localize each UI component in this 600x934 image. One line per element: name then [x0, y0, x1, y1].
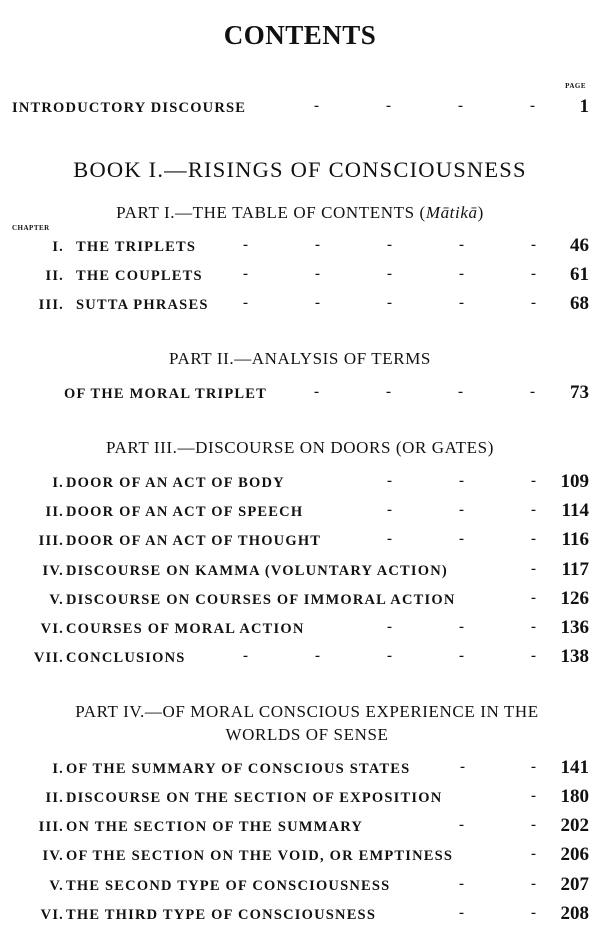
leader-dash: - [315, 295, 322, 311]
entry-page-number: 73 [570, 382, 589, 403]
entry-label: ON THE SECTION OF THE SUMMARY [66, 819, 364, 835]
toc-entry[interactable] [0, 471, 600, 495]
leader-dash: - [459, 531, 466, 547]
entry-label: THE THIRD TYPE OF CONSCIOUSNESS [66, 907, 377, 923]
chapter-number: II. [45, 504, 64, 520]
chapter-number: III. [38, 533, 64, 549]
leader-dash: - [459, 473, 466, 489]
leader-dash: - [531, 759, 538, 775]
chapter-number: II. [45, 790, 64, 806]
entry-label: OF THE SUMMARY OF CONSCIOUS STATES [66, 761, 411, 777]
leader-dash: - [243, 237, 250, 253]
leader-dash: - [243, 295, 250, 311]
entry-label: OF THE SECTION ON THE VOID, OR EMPTINESS [66, 848, 454, 864]
chapter-number: V. [49, 592, 64, 608]
chapter-number: I. [52, 475, 64, 491]
leader-dash: - [531, 531, 538, 547]
leader-dash: - [531, 619, 538, 635]
toc-entry[interactable] [0, 588, 600, 612]
chapter-number: V. [49, 878, 64, 894]
leader-dash: - [315, 266, 322, 282]
entry-label: COURSES OF MORAL ACTION [66, 621, 305, 637]
toc-entry[interactable] [0, 293, 600, 317]
entry-page-number: 114 [561, 500, 589, 521]
leader-dash: - [315, 648, 322, 664]
leader-dash: - [387, 648, 394, 664]
leader-dash: - [531, 473, 538, 489]
part-title-end: ) [477, 203, 484, 222]
entry-page-number: 109 [560, 471, 589, 492]
entry-page-number: 136 [560, 617, 589, 638]
entry-page-number: 1 [579, 96, 589, 117]
toc-entry[interactable] [0, 382, 600, 406]
entry-page-number: 141 [560, 757, 589, 778]
leader-dash: - [531, 876, 538, 892]
leader-dash: - [243, 648, 250, 664]
toc-entry[interactable] [0, 235, 600, 259]
part-title: PART I.—THE TABLE OF CONTENTS ( [116, 203, 426, 222]
chapter-number: III. [38, 819, 64, 835]
leader-dash: - [459, 619, 466, 635]
leader-dash: - [531, 788, 538, 804]
leader-dash: - [387, 531, 394, 547]
leader-dash: - [459, 876, 466, 892]
part-title-line-1: PART IV.—OF MORAL CONSCIOUS EXPERIENCE IN THE [75, 702, 539, 721]
leader-dash: - [531, 905, 538, 921]
part-heading-4 [22, 700, 592, 746]
toc-entry[interactable] [0, 786, 600, 810]
entry-page-number: 180 [560, 786, 589, 807]
leader-dash: - [387, 295, 394, 311]
entry-label: DISCOURSE ON COURSES OF IMMORAL ACTION [66, 592, 456, 608]
leader-dash: - [459, 905, 466, 921]
chapter-number: VII. [33, 650, 64, 666]
leader-dash: - [531, 561, 538, 577]
entry-page-number: 116 [561, 529, 589, 550]
leader-dash: - [459, 266, 466, 282]
entry-label: INTRODUCTORY DISCOURSE [12, 100, 247, 116]
page-column-header: PAGE [565, 82, 586, 90]
toc-entry[interactable] [0, 844, 600, 868]
leader-dash: - [531, 817, 538, 833]
entry-label: DOOR OF AN ACT OF BODY [66, 475, 285, 491]
leader-dash: - [459, 295, 466, 311]
leader-dash: - [386, 384, 393, 400]
leader-dash: - [459, 817, 466, 833]
chapter-column-header: CHAPTER [12, 224, 50, 232]
entry-label: DISCOURSE ON KAMMA (VOLUNTARY ACTION) [66, 563, 448, 579]
leader-dash: - [387, 266, 394, 282]
leader-dash: - [387, 237, 394, 253]
toc-entry[interactable] [0, 617, 600, 641]
leader-dash: - [387, 619, 394, 635]
chapter-number: VI. [40, 621, 64, 637]
chapter-number: I. [52, 239, 64, 255]
entry-page-number: 61 [570, 264, 589, 285]
leader-dash: - [531, 266, 538, 282]
toc-entry[interactable] [0, 264, 600, 288]
chapter-number: IV. [42, 563, 64, 579]
leader-dash: - [531, 590, 538, 606]
toc-entry[interactable] [0, 500, 600, 524]
leader-dash: - [531, 648, 538, 664]
leader-dash: - [531, 846, 538, 862]
book-heading: BOOK I.—RISINGS OF CONSCIOUSNESS [73, 157, 527, 182]
toc-entry[interactable] [0, 646, 600, 670]
leader-dash: - [531, 502, 538, 518]
chapter-number: II. [45, 268, 64, 284]
toc-entry[interactable] [0, 757, 600, 781]
leader-dash: - [458, 98, 465, 114]
toc-entry[interactable] [0, 559, 600, 583]
entry-page-number: 202 [560, 815, 589, 836]
entry-page-number: 207 [560, 874, 589, 895]
chapter-number: VI. [40, 907, 64, 923]
leader-dash: - [460, 759, 467, 775]
part-title-line-2: WORLDS OF SENSE [225, 725, 389, 744]
leader-dash: - [315, 237, 322, 253]
entry-label: CONCLUSIONS [66, 650, 186, 666]
entry-label: THE COUPLETS [76, 268, 203, 284]
leader-dash: - [459, 648, 466, 664]
entry-label: DOOR OF AN ACT OF THOUGHT [66, 533, 322, 549]
leader-dash: - [458, 384, 465, 400]
toc-entry-introductory-discourse[interactable] [0, 96, 600, 120]
leader-dash: - [459, 502, 466, 518]
entry-page-number: 208 [560, 903, 589, 924]
part-heading-2: PART II.—ANALYSIS OF TERMS [169, 349, 431, 368]
toc-entry[interactable] [0, 815, 600, 839]
leader-dash: - [386, 98, 393, 114]
leader-dash: - [530, 384, 537, 400]
entry-label: THE SECOND TYPE OF CONSCIOUSNESS [66, 878, 391, 894]
chapter-number: IV. [42, 848, 64, 864]
part-heading-1 [0, 203, 600, 223]
toc-entry[interactable] [0, 529, 600, 553]
leader-dash: - [314, 98, 321, 114]
entry-page-number: 126 [560, 588, 589, 609]
entry-page-number: 68 [570, 293, 589, 314]
entry-label: DOOR OF AN ACT OF SPEECH [66, 504, 304, 520]
leader-dash: - [459, 237, 466, 253]
toc-entry[interactable] [0, 903, 600, 927]
page-title: CONTENTS [223, 20, 377, 50]
chapter-number: III. [38, 297, 64, 313]
leader-dash: - [531, 237, 538, 253]
part-heading-3: PART III.—DISCOURSE ON DOORS (OR GATES) [106, 438, 494, 457]
leader-dash: - [387, 502, 394, 518]
toc-entry[interactable] [0, 874, 600, 898]
entry-page-number: 138 [560, 646, 589, 667]
entry-label: DISCOURSE ON THE SECTION OF EXPOSITION [66, 790, 443, 806]
entry-page-number: 206 [560, 844, 589, 865]
entry-page-number: 46 [570, 235, 589, 256]
leader-dash: - [314, 384, 321, 400]
part-title-italic: Mātikā [425, 203, 478, 222]
leader-dash: - [531, 295, 538, 311]
chapter-number: I. [52, 761, 64, 777]
entry-page-number: 117 [561, 559, 589, 580]
entry-label: OF THE MORAL TRIPLET [64, 386, 268, 402]
entry-label: SUTTA PHRASES [76, 297, 209, 313]
leader-dash: - [387, 473, 394, 489]
leader-dash: - [530, 98, 537, 114]
leader-dash: - [243, 266, 250, 282]
entry-label: THE TRIPLETS [76, 239, 197, 255]
